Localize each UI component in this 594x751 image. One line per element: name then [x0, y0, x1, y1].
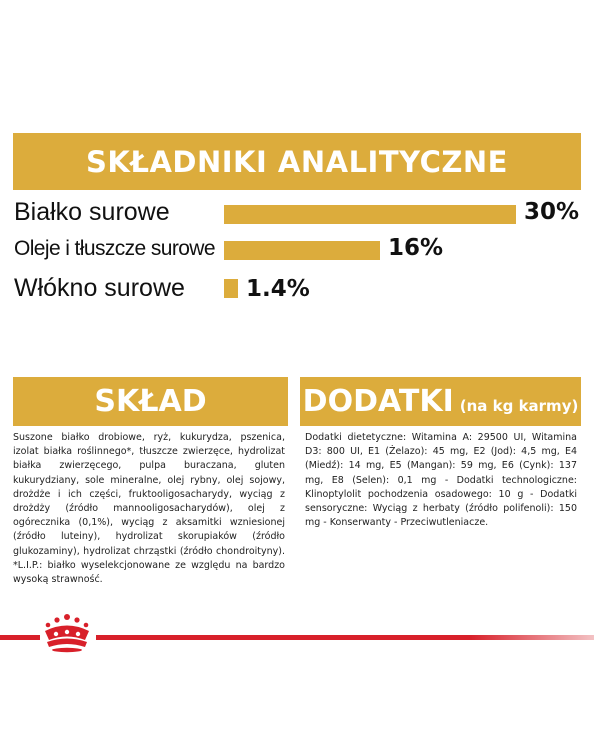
- nutrient-value-fat: 16%: [388, 235, 444, 261]
- nutrient-label-fat: Oleje i tłuszcze surowe: [14, 237, 215, 260]
- analytic-banner: [13, 133, 581, 190]
- composition-text: Suszone białko drobiowe, ryż, kukurydza, pszenica, izolat białka roślinnego*, tłuszcze zwierzęce, hydrolizat białka zwierzęcego, pulpa buraczana, gluten kukurydziany, sole mineralne, olej rybny, olej sojowy, drożdże i ich części, fruktooligosacharydy, wyciąg z drożdży (źródło mannooligosacharydów), olej z ogórecznika (0,1%), wyciąg z aksamitki wzniesionej (źródło luteiny), hydrolizat skorupiaków (źródło glukozaminy), hydrolizat chrząstki (źródło chondroityny). *L.I.P.: białko wyselekcjonowane ze względu na bardzo wysoką strawność.: [13, 432, 285, 586]
- brand-line-right: [96, 635, 594, 640]
- royal-canin-crown-logo-icon: [37, 611, 97, 653]
- composition-banner: [13, 377, 288, 426]
- composition-title: SKŁAD: [94, 384, 207, 419]
- brand-line-left: [0, 635, 40, 640]
- nutrient-label-fiber: Włókno surowe: [14, 274, 185, 302]
- additives-title: DODATKI: [302, 384, 454, 419]
- nutrient-value-fiber: 1.4%: [246, 276, 310, 302]
- nutrient-bar-fat: [224, 241, 380, 260]
- nutrient-bar-fiber: [224, 279, 238, 298]
- nutrient-value-protein: 30%: [524, 199, 580, 225]
- analytic-title: SKŁADNIKI ANALITYCZNE: [86, 144, 508, 179]
- nutrient-bar-protein: [224, 205, 516, 224]
- additives-text: Dodatki dietetyczne: Witamina A: 29500 UI, Witamina D3: 800 UI, E1 (Żelazo): 45 mg, E2 (Jod): 4,5 mg, E4 (Miedź): 14 mg, E5 (Mangan): 59 mg, E6 (Cynk): 137 mg, E8 (Selen): 0,1 mg - Dodatki technologiczne: Klinoptylolit pochodzenia osadowego: 10 g - Dodatki sensoryczne: Wyciąg z herbaty (źródło polifenoli): 150 mg - Konserwanty - Przeciwutleniacze.: [305, 432, 577, 529]
- additives-subtitle: (na kg karmy): [459, 396, 579, 415]
- nutrient-label-protein: Białko surowe: [14, 198, 170, 226]
- additives-banner: [300, 377, 581, 426]
